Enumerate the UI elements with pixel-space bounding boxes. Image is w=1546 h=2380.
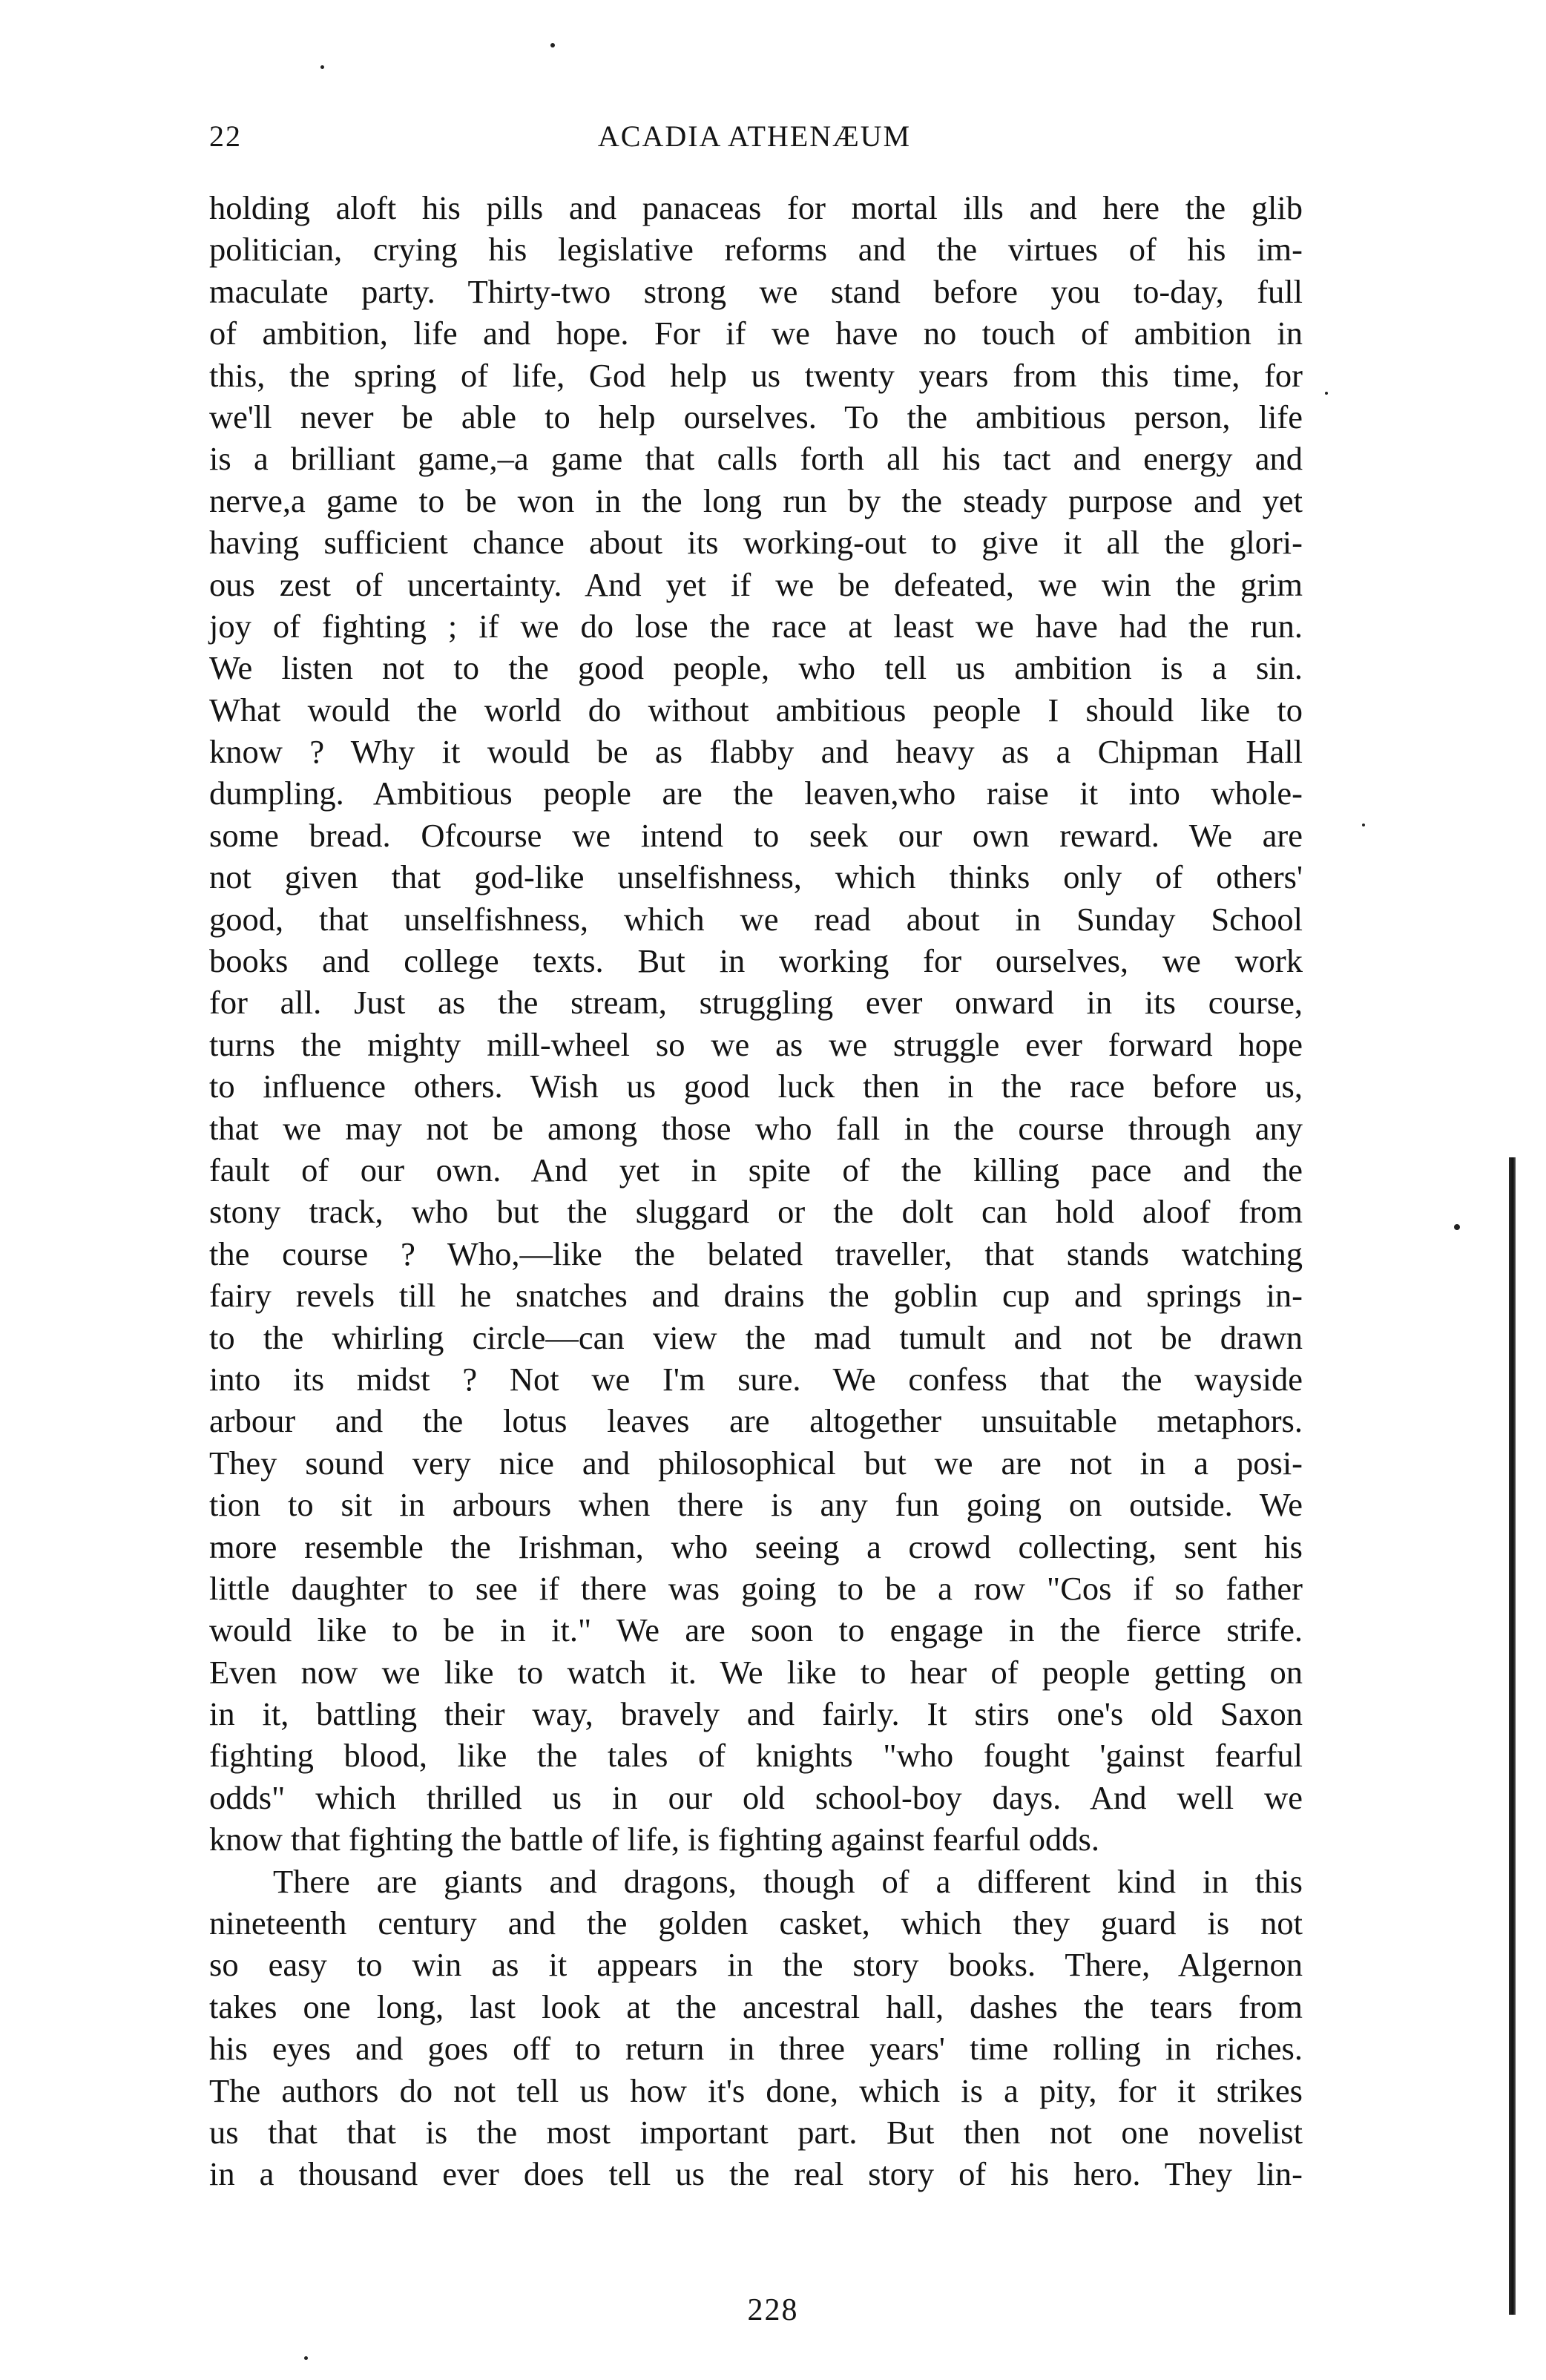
text-line: know ? Why it would be as flabby and heavy as a Chipman Hall [209,733,1303,771]
page-number: 22 [209,119,242,153]
text-line: having sufficient chance about its working-out to give it all the glori- [209,524,1303,562]
text-line: holding aloft his pills and panaceas for mortal ills and here the glib [209,189,1303,226]
journal-title: ACADIA ATHENÆUM [597,119,912,153]
text-line: turns the mighty mill-wheel so we as we struggle ever forward hope [209,1025,1303,1063]
text-line: we'll never be able to help ourselves. To the ambitious person, life [209,398,1303,435]
scan-speck [320,65,324,69]
text-line: fault of our own. And yet in spite of the killing pace and the [209,1151,1303,1189]
text-line: in a thousand ever does tell us the real story of his hero. They lin- [209,2155,1303,2193]
scan-speck [1362,824,1365,826]
text-line: for all. Just as the stream, struggling ever onward in its course, [209,984,1303,1022]
text-line: good, that unselfishness, which we read about in Sunday School [209,900,1303,938]
text-line: in it, battling their way, bravely and fairly. It stirs one's old Saxon [209,1695,1303,1733]
text-line: of ambition, life and hope. For if we have no touch of ambition in [209,315,1303,352]
text-line: There are giants and dragons, though of a different kind in this [273,1862,1303,1900]
text-line: would like to be in it." We are soon to engage in the fierce strife. [209,1611,1303,1649]
text-line: books and college texts. But in working for ourselves, we work [209,942,1303,980]
text-line: arbour and the lotus leaves are altogether unsuitable metaphors. [209,1402,1303,1440]
text-line: into its midst ? Not we I'm sure. We confess that the wayside [209,1360,1303,1398]
text-line: this, the spring of life, God help us twenty years from this time, for [209,356,1303,394]
text-line: the course ? Who,—like the belated traveller, that stands watching [209,1235,1303,1272]
text-line: dumpling. Ambitious people are the leaven,who raise it into whole- [209,775,1303,812]
text-line: nerve,a game to be won in the long run by the steady purpose and yet [209,481,1303,519]
text-line: tion to sit in arbours when there is any fun going on outside. We [209,1486,1303,1524]
text-line: The authors do not tell us how it's done, which is a pity, for it strikes [209,2071,1303,2109]
text-line: stony track, who but the sluggard or the dolt can hold aloof from [209,1193,1303,1231]
scan-edge-rule [1509,1157,1516,2315]
text-line: us that that is the most important part. But then not one novelist [209,2113,1303,2151]
text-line: so easy to win as it appears in the story books. There, Algernon [209,1946,1303,1984]
text-line: We listen not to the good people, who tell us ambition is a sin. [209,649,1303,687]
text-line: What would the world do without ambitious people I should like to [209,691,1303,729]
text-line: ous zest of uncertainty. And yet if we be defeated, we win the grim [209,565,1303,603]
scan-speck [550,43,555,47]
text-line: joy of fighting ; if we do lose the race at least we have had the run. [209,607,1303,645]
text-line: to influence others. Wish us good luck then in the race before us, [209,1068,1303,1105]
scan-speck [304,2356,308,2360]
text-line: Even now we like to watch it. We like to hear of people getting on [209,1653,1303,1691]
text-line: They sound very nice and philosophical but we are not in a posi- [209,1444,1303,1482]
text-line: more resemble the Irishman, who seeing a crowd collecting, sent his [209,1528,1303,1565]
text-line: nineteenth century and the golden casket, which they guard is not [209,1904,1303,1942]
folio-number: 228 [747,2293,799,2327]
text-line: know that fighting the battle of life, is fighting against fearful odds. [209,1821,1100,1858]
scan-speck [1325,392,1328,395]
scan-speck [1454,1224,1460,1230]
text-line: his eyes and goes off to return in three years' time rolling in riches. [209,2030,1303,2068]
text-line: fairy revels till he snatches and drains the goblin cup and springs in- [209,1277,1303,1315]
running-head [209,119,1300,163]
text-line: that we may not be among those who fall in the course through any [209,1109,1303,1147]
body-text [209,187,1303,2195]
text-line: politician, crying his legislative reforms and the virtues of his im- [209,231,1303,269]
text-line: maculate party. Thirty-two strong we stand before you to-day, full [209,272,1303,310]
text-line: takes one long, last look at the ancestral hall, dashes the tears from [209,1988,1303,2025]
text-line: some bread. Ofcourse we intend to seek our own reward. We are [209,816,1303,854]
text-line: little daughter to see if there was going to be a row "Cos if so father [209,1569,1303,1607]
text-line: to the whirling circle—can view the mad tumult and not be drawn [209,1318,1303,1356]
text-line: odds" which thrilled us in our old school-boy days. And well we [209,1778,1303,1816]
text-line: is a brilliant game,–a game that calls forth all his tact and energy and [209,440,1303,478]
text-line: fighting blood, like the tales of knights "who fought 'gainst fearful [209,1737,1303,1775]
text-line: not given that god-like unselfishness, which thinks only of others' [209,858,1303,896]
